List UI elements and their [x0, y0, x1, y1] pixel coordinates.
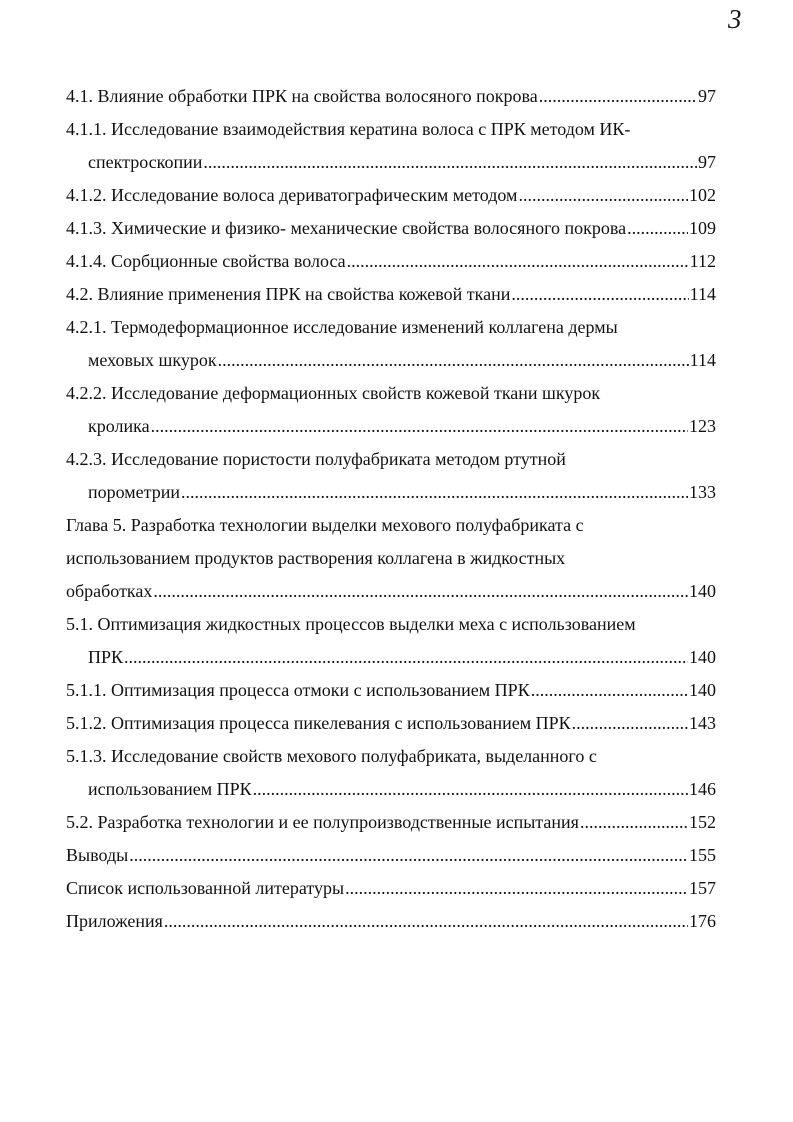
toc-entry	[66, 872, 716, 905]
toc-chapter-heading-line2	[66, 542, 716, 575]
toc-entry-page: 176	[689, 911, 716, 931]
toc-entry-page: 102	[689, 185, 716, 205]
toc-entry	[66, 740, 716, 773]
dot-leader	[164, 905, 688, 938]
toc-entry-continuation	[66, 476, 716, 509]
toc-entry-page: 114	[689, 284, 716, 304]
toc-entry	[66, 278, 716, 311]
toc-entry-page: 140	[689, 647, 716, 667]
dot-leader	[153, 575, 688, 608]
toc-entry-page: 97	[698, 86, 716, 106]
toc-entry-title: 5.1.3. Исследование свойств мехового полуфабриката, выделанного с	[66, 746, 597, 766]
toc-entry-continuation	[66, 146, 716, 179]
toc-entry	[66, 707, 716, 740]
toc-entry	[66, 179, 716, 212]
toc-entry-title: 5.1.1. Оптимизация процесса отмоки с использованием ПРК	[66, 680, 530, 700]
toc-entry-title: 4.2. Влияние применения ПРК на свойства кожевой ткани	[66, 284, 511, 304]
toc-entry-title: 4.2.1. Термодеформационное исследование изменений коллагена дермы	[66, 317, 618, 337]
toc-entry-title-cont: ПРК	[88, 647, 124, 667]
dot-leader	[345, 872, 688, 905]
toc-entry-continuation	[66, 575, 716, 608]
dot-leader	[129, 839, 688, 872]
toc-entry	[66, 443, 716, 476]
toc-entry	[66, 80, 716, 113]
dot-leader	[580, 806, 688, 839]
toc-entry-title: 5.1. Оптимизация жидкостных процессов выделки меха с использованием	[66, 614, 636, 634]
toc-entry-page: 97	[698, 152, 716, 172]
toc-entry	[66, 674, 716, 707]
toc-entry-title-line2: использованием продуктов растворения коллагена в жидкостных	[66, 548, 566, 568]
toc-entry-title: Глава 5. Разработка технологии выделки мехового полуфабриката с	[66, 515, 584, 535]
toc-entry-page: 155	[689, 845, 716, 865]
toc-entry	[66, 806, 716, 839]
dot-leader	[151, 410, 688, 443]
toc-entry-title-cont: использованием ПРК	[88, 779, 252, 799]
toc-entry-continuation	[66, 410, 716, 443]
toc-entry-title: 4.2.2. Исследование деформационных свойств кожевой ткани шкурок	[66, 383, 601, 403]
toc-entry-continuation	[66, 344, 716, 377]
toc-entry-page: 143	[689, 713, 716, 733]
toc-entry-title-cont: меховых шкурок	[88, 350, 217, 370]
dot-leader	[218, 344, 689, 377]
toc-entry-page: 133	[689, 482, 716, 502]
toc-entry-title: 4.1.1. Исследование взаимодействия кератина волоса с ПРК методом ИК-	[66, 119, 631, 139]
toc-entry-title-cont: спектроскопии	[88, 152, 203, 172]
toc-entry-title: 5.2. Разработка технологии и ее полупроизводственные испытания	[66, 812, 579, 832]
page-number: 3	[728, 4, 742, 34]
toc-entry-title: Список использованной литературы	[66, 878, 345, 898]
dot-leader	[203, 146, 697, 179]
toc-entry-page: 112	[689, 251, 716, 271]
dot-leader	[539, 80, 697, 113]
toc-entry-title: 4.1.4. Сорбционные свойства волоса	[66, 251, 346, 271]
toc-entry	[66, 113, 716, 146]
toc-entry-page: 140	[689, 680, 716, 700]
toc-entry-title-cont: обработках	[66, 581, 153, 601]
dot-leader	[627, 212, 688, 245]
dot-leader	[531, 674, 688, 707]
toc-entry-page: 140	[689, 581, 716, 601]
toc-chapter-heading	[66, 509, 716, 542]
toc-entry-page: 109	[689, 218, 716, 238]
toc-entry-page: 114	[689, 350, 716, 370]
toc-entry-title: 4.1.2. Исследование волоса дериватографическим методом	[66, 185, 518, 205]
toc-entry-title: 4.1. Влияние обработки ПРК на свойства волосяного покрова	[66, 86, 538, 106]
toc-entry-page: 123	[689, 416, 716, 436]
toc-entry-page: 157	[689, 878, 716, 898]
toc-entry-title-cont: порометрии	[88, 482, 181, 502]
toc-entry-page: 146	[689, 779, 716, 799]
toc-entry-continuation	[66, 641, 716, 674]
toc-entry	[66, 212, 716, 245]
toc-entry-continuation	[66, 773, 716, 806]
toc-entry-title: 4.2.3. Исследование пористости полуфабриката методом ртутной	[66, 449, 566, 469]
toc-entry-title: Выводы	[66, 845, 129, 865]
toc-entry	[66, 311, 716, 344]
toc-entry-title: 5.1.2. Оптимизация процесса пикелевания с использованием ПРК	[66, 713, 571, 733]
dot-leader	[511, 278, 688, 311]
toc-entry-page: 152	[689, 812, 716, 832]
toc-entry	[66, 839, 716, 872]
toc-entry	[66, 905, 716, 938]
toc-entry	[66, 608, 716, 641]
table-of-contents	[66, 80, 716, 938]
dot-leader	[572, 707, 688, 740]
toc-entry-title: 4.1.3. Химические и физико- механические свойства волосяного покрова	[66, 218, 627, 238]
dot-leader	[518, 179, 688, 212]
toc-entry-title: Приложения	[66, 911, 163, 931]
dot-leader	[347, 245, 689, 278]
dot-leader	[124, 641, 688, 674]
toc-entry-title-cont: кролика	[88, 416, 150, 436]
toc-entry	[66, 377, 716, 410]
toc-entry	[66, 245, 716, 278]
dot-leader	[181, 476, 688, 509]
dot-leader	[253, 773, 688, 806]
